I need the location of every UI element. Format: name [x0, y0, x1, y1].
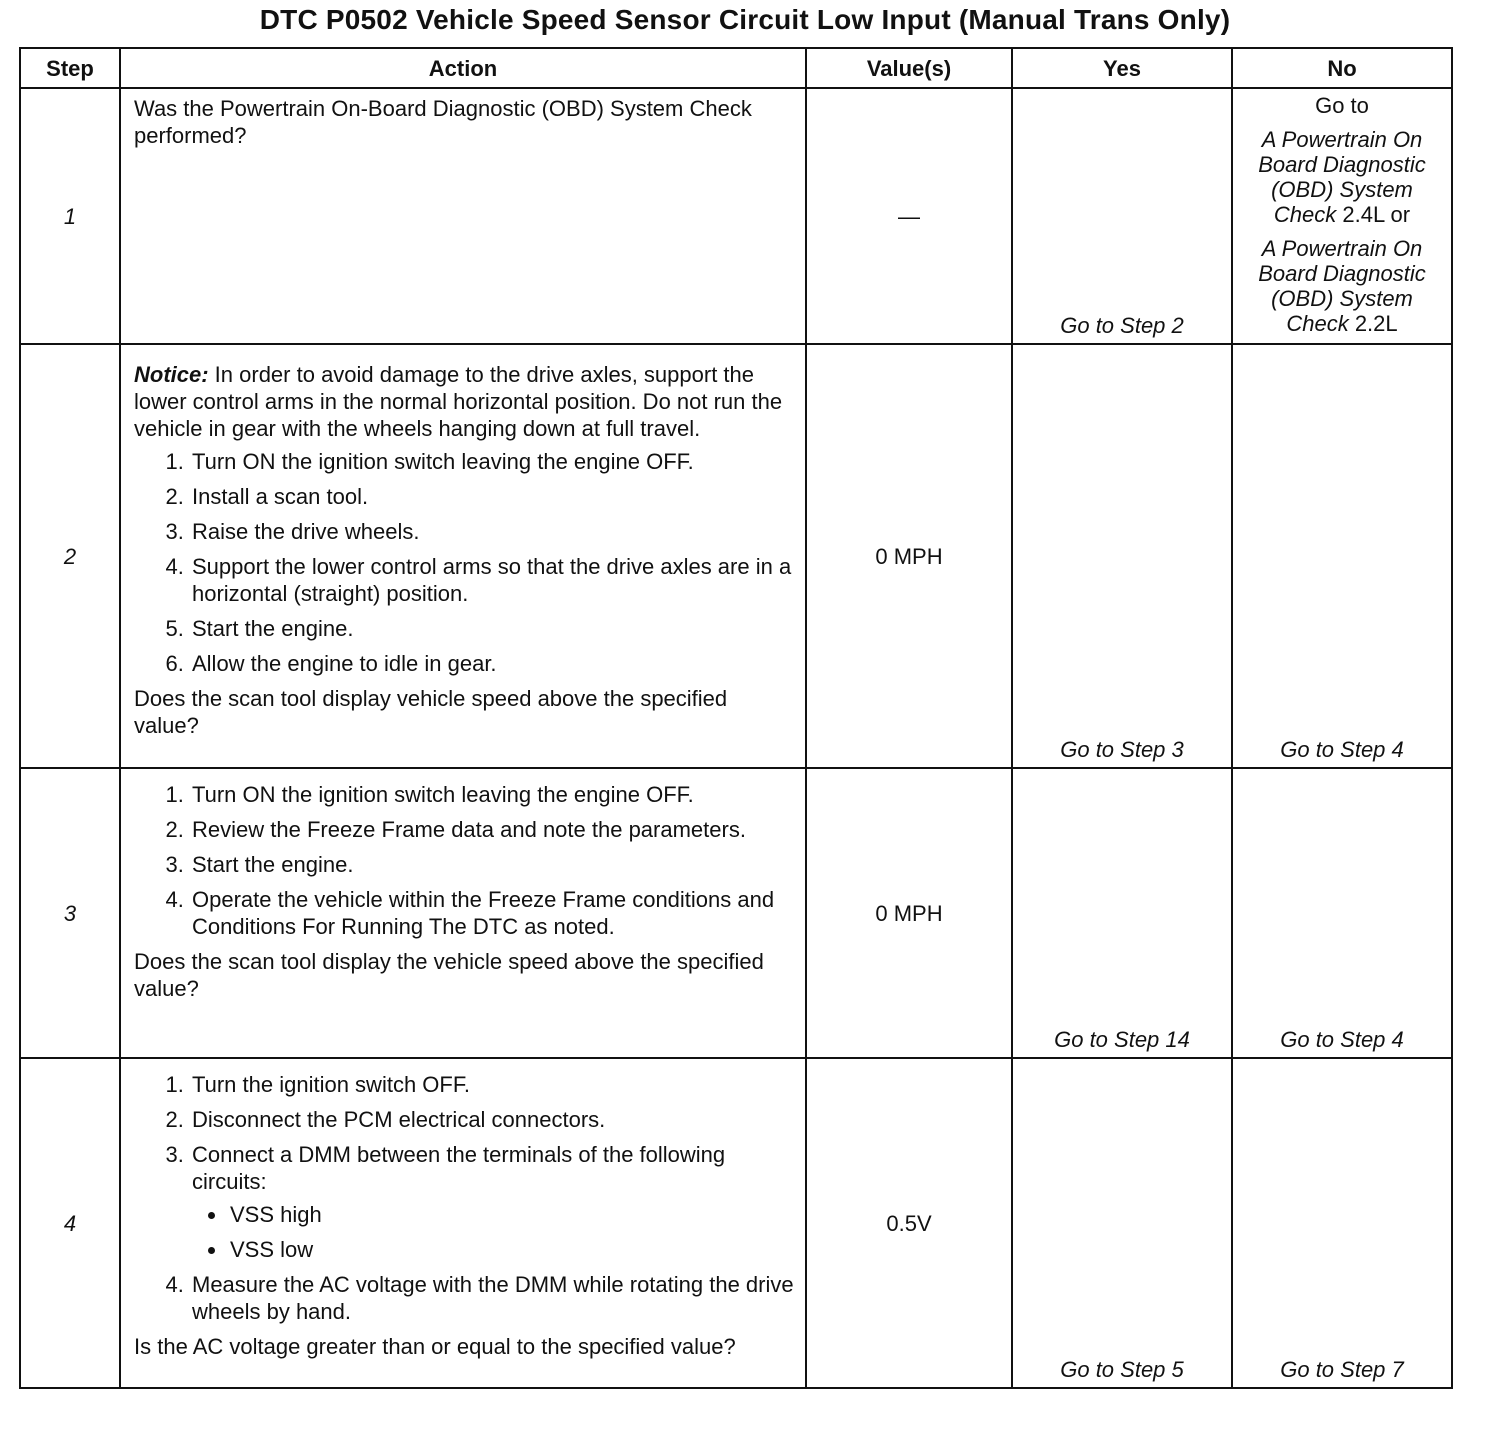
no-goto-link[interactable]: Go to Step 7	[1280, 1357, 1404, 1382]
no-reference-suffix: 2.2L	[1348, 311, 1398, 336]
yes-cell	[1012, 1058, 1232, 1388]
value-cell: 0.5V	[806, 1058, 1012, 1388]
list-item: 4. Operate the vehicle within the Freeze Frame conditions and Conditions For Running The DTC as noted.	[190, 886, 795, 940]
list-item: 3. Raise the drive wheels.	[190, 518, 795, 545]
action-cell	[120, 344, 806, 768]
step-number: 1	[20, 88, 120, 344]
no-reference-link-2-4l[interactable]: A Powertrain On Board Diagnostic (OBD) System Check	[1258, 127, 1426, 227]
notice-label: Notice:	[134, 362, 209, 387]
list-item: 5. Start the engine.	[190, 615, 795, 642]
header-yes: Yes	[1012, 48, 1232, 88]
list-item: 2. Disconnect the PCM electrical connectors.	[190, 1106, 795, 1133]
header-step: Step	[20, 48, 120, 88]
list-item: 2. Review the Freeze Frame data and note the parameters.	[190, 816, 795, 843]
action-question: Does the scan tool display vehicle speed above the specified value?	[134, 686, 728, 738]
no-cell	[1232, 344, 1452, 768]
header-no: No	[1232, 48, 1452, 88]
page-title: DTC P0502 Vehicle Speed Sensor Circuit Low Input (Manual Trans Only)	[259, 4, 1231, 35]
list-item: • VSS low	[228, 1236, 795, 1263]
yes-cell	[1012, 344, 1232, 768]
action-question: Does the scan tool display the vehicle speed above the specified value?	[134, 949, 764, 1001]
yes-cell	[1012, 768, 1232, 1058]
value-cell: 0 MPH	[806, 768, 1012, 1058]
action-cell	[120, 768, 806, 1058]
procedure-list	[134, 1071, 795, 1325]
yes-goto-link[interactable]: Go to Step 5	[1060, 1357, 1184, 1382]
list-item: 6. Allow the engine to idle in gear.	[190, 650, 795, 677]
header-values: Value(s)	[806, 48, 1012, 88]
list-item	[190, 1141, 795, 1263]
no-cell	[1232, 768, 1452, 1058]
table-row-step-1	[20, 88, 1452, 344]
no-goto-link[interactable]: Go to Step 4	[1280, 1027, 1404, 1052]
circuit-list	[192, 1201, 795, 1263]
list-item: 3. Start the engine.	[190, 851, 795, 878]
list-item: • VSS high	[228, 1201, 795, 1228]
header-row	[20, 48, 1452, 88]
action-cell	[120, 88, 806, 344]
action-cell	[120, 1058, 806, 1388]
no-goto-link[interactable]: Go to Step 4	[1280, 737, 1404, 762]
yes-cell	[1012, 88, 1232, 344]
yes-goto-link[interactable]: Go to Step 14	[1054, 1027, 1190, 1052]
action-question: Was the Powertrain On-Board Diagnostic (OBD) System Check performed?	[134, 96, 752, 148]
table-row-step-3	[20, 768, 1452, 1058]
notice-block	[134, 361, 795, 442]
list-item: 1. Turn the ignition switch OFF.	[190, 1071, 795, 1098]
step-number: 4	[20, 1058, 120, 1388]
list-item-text: Connect a DMM between the terminals of the following circuits:	[192, 1142, 726, 1194]
list-item: 1. Turn ON the ignition switch leaving the engine OFF.	[190, 448, 795, 475]
step-number: 2	[20, 344, 120, 768]
step-number: 3	[20, 768, 120, 1058]
list-item: 4. Measure the AC voltage with the DMM while rotating the drive wheels by hand.	[190, 1271, 795, 1325]
action-question: Is the AC voltage greater than or equal to the specified value?	[134, 1334, 736, 1359]
no-cell	[1232, 88, 1452, 344]
value-cell: 0 MPH	[806, 344, 1012, 768]
no-cell	[1232, 1058, 1452, 1388]
yes-goto-link[interactable]: Go to Step 2	[1060, 313, 1184, 338]
list-item: 2. Install a scan tool.	[190, 483, 795, 510]
table-row-step-4	[20, 1058, 1452, 1388]
notice-text: In order to avoid damage to the drive axles, support the lower control arms in the normal horizontal position. Do not run the vehicle in gear with the wheels hanging down at full travel.	[134, 362, 783, 441]
diagnostic-table	[19, 47, 1453, 1389]
list-item: 1. Turn ON the ignition switch leaving the engine OFF.	[190, 781, 795, 808]
yes-goto-link[interactable]: Go to Step 3	[1060, 737, 1184, 762]
value-cell: —	[806, 88, 1012, 344]
table-row-step-2	[20, 344, 1452, 768]
header-action: Action	[120, 48, 806, 88]
no-reference-suffix: 2.4L or	[1336, 202, 1411, 227]
procedure-list	[134, 448, 795, 677]
list-item: 4. Support the lower control arms so that the drive axles are in a horizontal (straight) position.	[190, 553, 795, 607]
procedure-list	[134, 781, 795, 940]
no-goto-label: Go to	[1315, 93, 1369, 118]
no-reference-link-2-2l[interactable]: A Powertrain On Board Diagnostic (OBD) System Check	[1258, 236, 1426, 336]
